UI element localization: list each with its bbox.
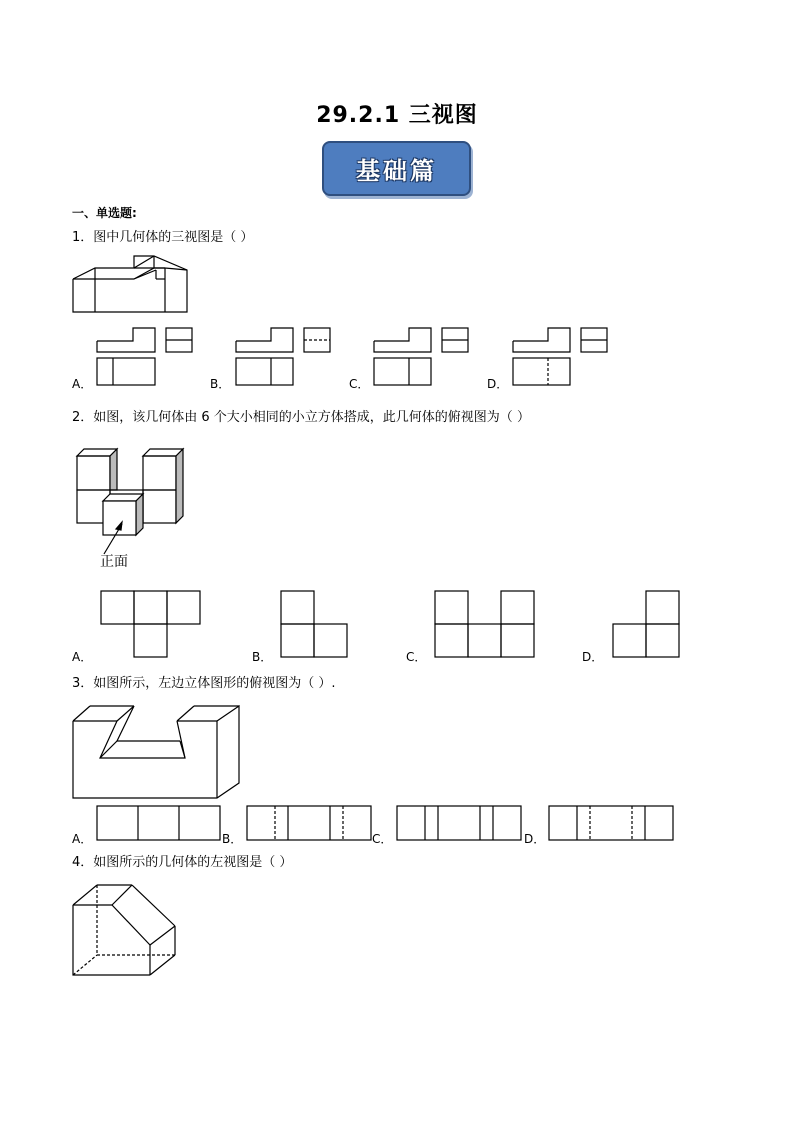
q2-option-b-label[interactable]: B． (252, 650, 273, 664)
question-3-text: 3．如图所示，左边立体图形的俯视图为（ ）. (72, 676, 336, 691)
level-badge-label: 基础篇 (356, 156, 437, 185)
q3-option-c-topview (396, 805, 524, 841)
q2-option-c-label[interactable]: C． (406, 650, 427, 664)
q3-option-b-label[interactable]: B． (222, 832, 243, 846)
q1-option-b-views (235, 327, 335, 387)
question-2-text: 2．如图，该几何体由 6 个大小相同的小立方体搭成，此几何体的俯视图为（ ） (72, 410, 530, 425)
q1-option-c-label[interactable]: C． (349, 377, 370, 391)
q1-option-c-views (373, 327, 473, 387)
question-1-text: 1．图中几何体的三视图是（ ） (72, 230, 254, 245)
q1-option-d-label[interactable]: D． (487, 377, 509, 391)
q1-option-d-views (512, 327, 612, 387)
q1-solid-figure (72, 254, 192, 316)
q2-option-d-topview (612, 590, 682, 658)
q2-option-a-label[interactable]: A． (72, 650, 93, 664)
q2-option-b-topview (280, 590, 350, 658)
q3-option-a-topview (96, 805, 222, 841)
q1-option-a-views (96, 327, 196, 387)
q3-option-a-label[interactable]: A． (72, 832, 93, 846)
q3-option-b-topview (246, 805, 374, 841)
question-4-text: 4．如图所示的几何体的左视图是（ ） (72, 855, 293, 870)
section-heading: 一、单选题: (72, 206, 137, 220)
q2-option-c-topview (434, 590, 536, 658)
q3-option-c-label[interactable]: C． (372, 832, 393, 846)
level-badge (322, 141, 471, 196)
front-arrow-icon (100, 520, 130, 556)
page-title: 29.2.1 三视图 (316, 103, 478, 128)
q3-option-d-topview (548, 805, 676, 841)
q1-option-a-label[interactable]: A． (72, 377, 93, 391)
q4-solid-figure (72, 883, 180, 979)
q1-option-b-label[interactable]: B． (210, 377, 231, 391)
front-view-label: 正面 (100, 554, 128, 570)
q3-u-shape-solid-figure (72, 704, 242, 800)
q2-option-d-label[interactable]: D． (582, 650, 604, 664)
q3-option-d-label[interactable]: D． (524, 832, 546, 846)
q2-option-a-topview (100, 590, 202, 658)
q2-cube-stack-figure (74, 444, 186, 536)
